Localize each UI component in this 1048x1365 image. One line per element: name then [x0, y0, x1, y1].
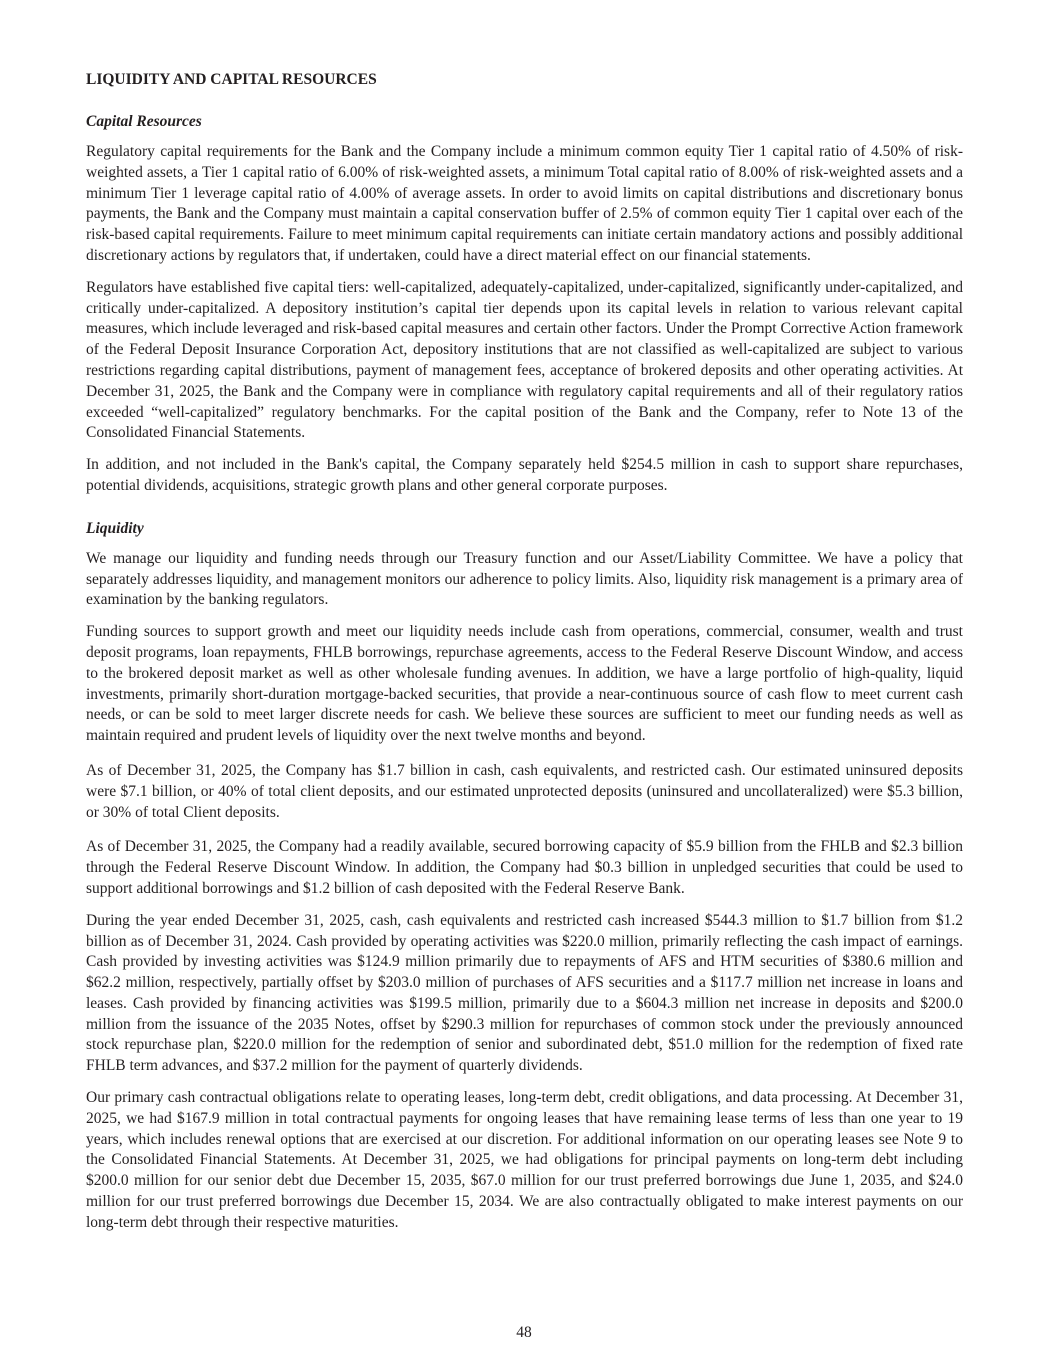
liquidity-paragraph-3: As of December 31, 2025, the Company has $1.7 billion in cash, cash equivalents, and restricted cash. Our estimated uninsured deposits were $7.1 billion, or 40% of total client deposits, and our estimated unprotected deposits (uninsured and uncollateralized) were $5.3 billion, or 30% of total Client deposits.: [86, 761, 963, 821]
document-page: [86, 70, 963, 1245]
liquidity-paragraph-5: During the year ended December 31, 2025, cash, cash equivalents and restricted cash increased $544.3 million to $1.7 billion from $1.2 billion as of December 31, 2024. Cash provided by operating activities was $220.0 million, primarily reflecting the cash impact of earnings. Cash provided by investing activities was $124.9 million primarily due to repayments of AFS and HTM securities of $380.6 million and $62.2 million, respectively, partially offset by $203.0 million of purchases of AFS securities and a $117.7 million net increase in loans and leases. Cash provided by financing activities was $199.5 million, primarily due to a $604.3 million net increase in deposits and $200.0 million from the issuance of the 2035 Notes, offset by $290.3 million for repurchases of common stock under the previously announced stock repurchase plan, $220.0 million for the redemption of senior and subordinated debt, $51.0 million for the redemption of fixed rate FHLB term advances, and $37.2 million for the payment of quarterly dividends.: [86, 911, 963, 1075]
capital-resources-paragraph-3: In addition, and not included in the Bank's capital, the Company separately held $254.5 million in cash to support share repurchases, potential dividends, acquisitions, strategic growth plans and other general corporate purposes.: [86, 456, 963, 494]
liquidity-paragraph-2: Funding sources to support growth and meet our liquidity needs include cash from operations, commercial, consumer, wealth and trust deposit programs, loan repayments, FHLB borrowings, repurchase agreements, access to the Federal Reserve Discount Window, and access to the brokered deposit market as well as other wholesale funding avenues. In addition, we have a large portfolio of high-quality, liquid investments, primarily short-duration mortgage-backed securities, that provide a near-continuous source of cash flow to meet current cash needs, or can be sold to meet larger discrete needs for cash. We believe these sources are sufficient to meet our funding needs as well as maintain required and prudent levels of liquidity over the next twelve months and beyond.: [86, 623, 963, 745]
capital-resources-paragraph-2: Regulators have established five capital tiers: well-capitalized, adequately-capitalized, under-capitalized, significantly under-capitalized, and critically under-capitalized. A depository institution’s capital tier depends upon its capital levels in relation to various relevant capital measures, which include leveraged and risk-based capital measures and certain other factors. Under the Prompt Corrective Action framework of the Federal Deposit Insurance Corporation Act, depository institutions that are not classified as well-capitalized are subject to various restrictions regarding capital distributions, payment of management fees, acceptance of brokered deposits and other operating activities. At December 31, 2025, the Bank and the Company were in compliance with regulatory capital requirements and all of their regulatory ratios exceeded “well-capitalized” regulatory benchmarks. For the capital position of the Bank and the Company, refer to Note 13 of the Consolidated Financial Statements.: [86, 278, 963, 442]
liquidity-paragraph-4: As of December 31, 2025, the Company had a readily available, secured borrowing capacity of $5.9 billion from the FHLB and $2.3 billion through the Federal Reserve Discount Window. In addition, the Company had $0.3 billion in unpledged securities that could be used to support additional borrowings and $1.2 billion of cash deposited with the Federal Reserve Bank.: [86, 838, 963, 897]
section-heading: LIQUIDITY AND CAPITAL RESOURCES: [86, 71, 377, 88]
liquidity-paragraph-1: We manage our liquidity and funding needs through our Treasury function and our Asset/Liability Committee. We have a policy that separately addresses liquidity, and management monitors our adherence to policy limits. Also, liquidity risk management is a primary area of examination by the banking regulators.: [86, 549, 963, 609]
page-number: 48: [516, 1324, 532, 1341]
capital-resources-heading: Capital Resources: [86, 113, 202, 130]
liquidity-paragraph-6: Our primary cash contractual obligations relate to operating leases, long-term debt, credit obligations, and data processing. At December 31, 2025, we had $167.9 million in total contractual payments for ongoing leases that have remaining lease terms of less than one year to 19 years, which includes renewal options that are exercised at our discretion. For additional information on our operating leases see Note 9 to the Consolidated Financial Statements. At December 31, 2025, we had obligations for principal payments on long-term debt including $200.0 million for our senior debt due December 15, 2035, $67.0 million for our trust preferred borrowings due June 1, 2035, and $24.0 million for our trust preferred borrowings due December 15, 2034. We are also contractually obligated to make interest payments on our long-term debt through their respective maturities.: [86, 1089, 963, 1231]
capital-resources-paragraph-1: Regulatory capital requirements for the Bank and the Company include a minimum common equity Tier 1 capital ratio of 4.50% of risk-weighted assets, a Tier 1 capital ratio of 6.00% of risk-weighted assets, a minimum Total capital ratio of 8.00% of risk-weighted assets and a minimum Tier 1 leverage capital ratio of 4.00% of average assets. In order to avoid limits on capital distributions and discretionary bonus payments, the Bank and the Company must maintain a capital conservation buffer of 2.5% of common equity Tier 1 capital over each of the risk-based capital requirements. Failure to meet minimum capital requirements can initiate certain mandatory actions and possibly additional discretionary actions by regulators that, if undertaken, could have a direct material effect on our financial statements.: [86, 143, 963, 264]
liquidity-heading: Liquidity: [86, 519, 144, 537]
